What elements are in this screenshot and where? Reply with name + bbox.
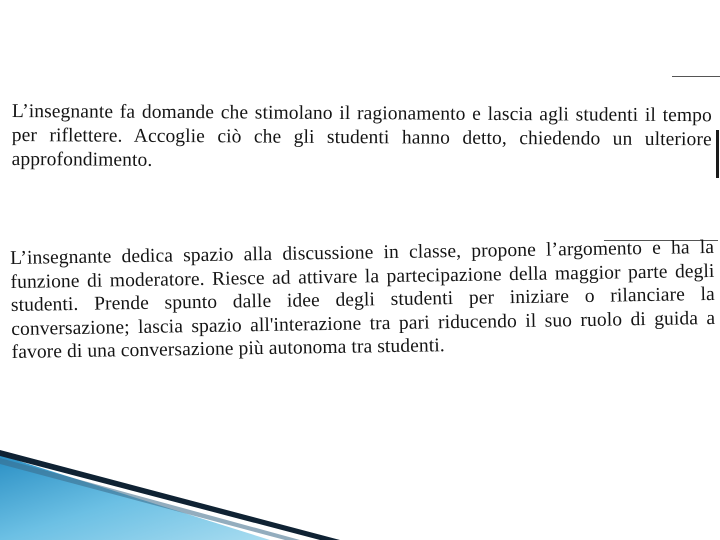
scan-edge-mark — [716, 130, 719, 178]
corner-decoration — [0, 450, 340, 540]
scan-rule-top — [672, 76, 720, 77]
paragraph-discussion: L’insegnante dedica spazio alla discussione in classe, propone l’argomento e ha la funzione di moderatore. Riesce ad attivare la partecipazione della maggior parte degli studenti. Prende spunto dalle idee degli studenti per iniziare o rilanciare la conversazione; lascia spazio all'interazione tra pari riducendo il suo ruolo di guida a favore di una conversazione più autonoma tra studenti. — [10, 236, 716, 363]
paragraph-reflection: L’insegnante fa domande che stimolano il ragionamento e lascia agli studenti il tempo per riflettere. Accoglie ciò che gli studenti hanno detto, chiedendo un ulteriore approfondimento. — [11, 100, 712, 171]
